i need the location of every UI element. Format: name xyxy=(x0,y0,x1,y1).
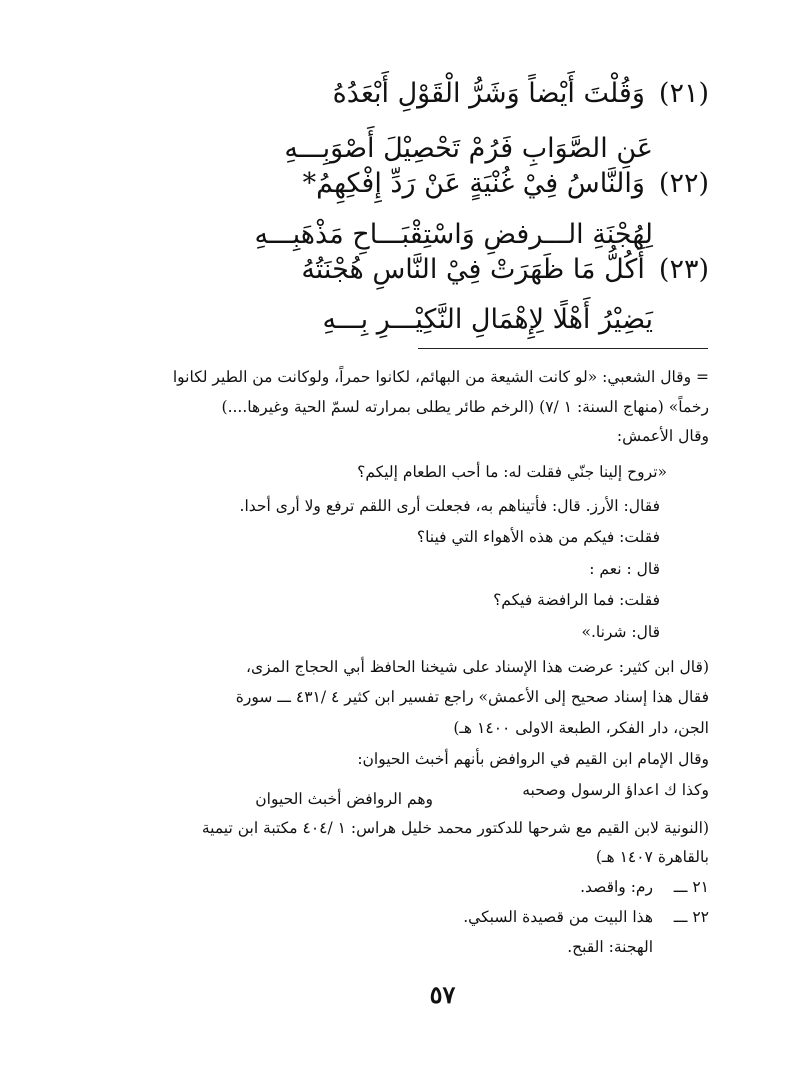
verse-23-second: يَضِيْرُ أَهْلًا لِإِهْمَالِ النَّكِيْـــرِ بِـــهِ xyxy=(322,304,653,335)
footnote-21-number: ٢١ ـــ xyxy=(673,878,709,896)
footnote-line: (قال ابن كثير: عرضت هذا الإسناد على شيخنا الحافظ أبي الحجاج المزى، xyxy=(245,658,709,676)
footnote-line: قال: شرنا.» xyxy=(581,623,660,641)
footnote-verse-first: وكذا ك اعداؤ الرسول وصحبه xyxy=(522,781,709,799)
footnote-line: (النونية لابن القيم مع شرحها للدكتور محمد خليل هراس: ١ /٤٠٤ مكتبة ابن تيمية xyxy=(201,819,709,837)
page-number: ٥٧ xyxy=(429,980,456,1009)
footnote-line: فقلت: فما الرافضة فيكم؟ xyxy=(493,591,660,609)
footnote-separator xyxy=(418,348,708,349)
footnote-verse-second: وهم الروافض أخبث الحيوان xyxy=(255,790,433,808)
footnote-line: وقال الإمام ابن القيم في الروافض بأنهم أخبث الحيوان: xyxy=(357,750,709,768)
footnote-line: فقلت: فيكم من هذه الأهواء التي فينا؟ xyxy=(416,528,660,546)
verse-22-number: (٢٢) xyxy=(658,168,709,199)
verse-21-first-text: وَقُلْتَ أَيْضاً وَشَرُّ الْقَوْلِ أَبْعَدُهُ xyxy=(332,78,645,109)
verse-22-first xyxy=(303,166,709,202)
footnote-line: الجن، دار الفكر، الطبعة الاولى ١٤٠٠ هـ) xyxy=(453,719,709,737)
footnote-21-text: رم: واقصد. xyxy=(580,878,653,896)
verse-22-first-text: وَالنَّاسُ فِيْ غُنْيَةٍ عَنْ رَدِّ إِفْكِهِمُ* xyxy=(302,168,645,199)
verse-23-first xyxy=(301,252,709,288)
footnote-line: وقال الأعمش: xyxy=(616,427,709,445)
verse-23-number: (٢٣) xyxy=(658,254,709,285)
verse-23-first-text: أَكُلُّ مَا ظَهَرَتْ فِيْ النَّاسِ هُجْنَتُهُ xyxy=(301,254,645,285)
footnote-22-number: ٢٢ ـــ xyxy=(673,908,709,926)
footnote-line: قال : نعم : xyxy=(589,560,660,578)
footnote-22-text: هذا البيت من قصيدة السبكي. xyxy=(463,908,653,926)
footnote-line: رخماً» (منهاج السنة: ١ /٧) (الرخم طائر يطلى بمرارته لسمّ الحية وغيرها....) xyxy=(221,398,709,416)
footnote-21 xyxy=(580,876,709,898)
verse-21-number: (٢١) xyxy=(658,78,709,109)
footnote-line: بالقاهرة ١٤٠٧ هـ) xyxy=(595,848,709,866)
footnote-line: فقال هذا إسناد صحيح إلى الأعمش» راجع تفسير ابن كثير ٤ /٤٣١ ـــ سورة xyxy=(235,688,709,706)
verse-21-first xyxy=(333,76,709,112)
verse-21-second: عَنِ الصَّوَابِ فَرُمْ تَحْصِيْلَ أَصْوَبِـــهِ xyxy=(284,133,653,164)
footnote-22 xyxy=(463,906,709,928)
footnote-line: «تروح إلينا جنّي فقلت له: ما أحب الطعام إليكم؟ xyxy=(357,463,667,481)
footnote-line: = وقال الشعبي: «لو كانت الشيعة من البهائم، لكانوا حمراً، ولوكانت من الطير لكانوا xyxy=(172,368,709,386)
footnote-22-continuation: الهجنة: القبح. xyxy=(567,938,653,956)
verse-22-second: لِهُجْنَةِ الـــرفضِ وَاسْتِقْبَـــاحِ مَذْهَبِـــهِ xyxy=(254,219,653,250)
footnote-line: فقال: الأرز. قال: فأتيناهم به، فجعلت أرى اللقم ترفع ولا أرى أحدا. xyxy=(239,497,660,515)
